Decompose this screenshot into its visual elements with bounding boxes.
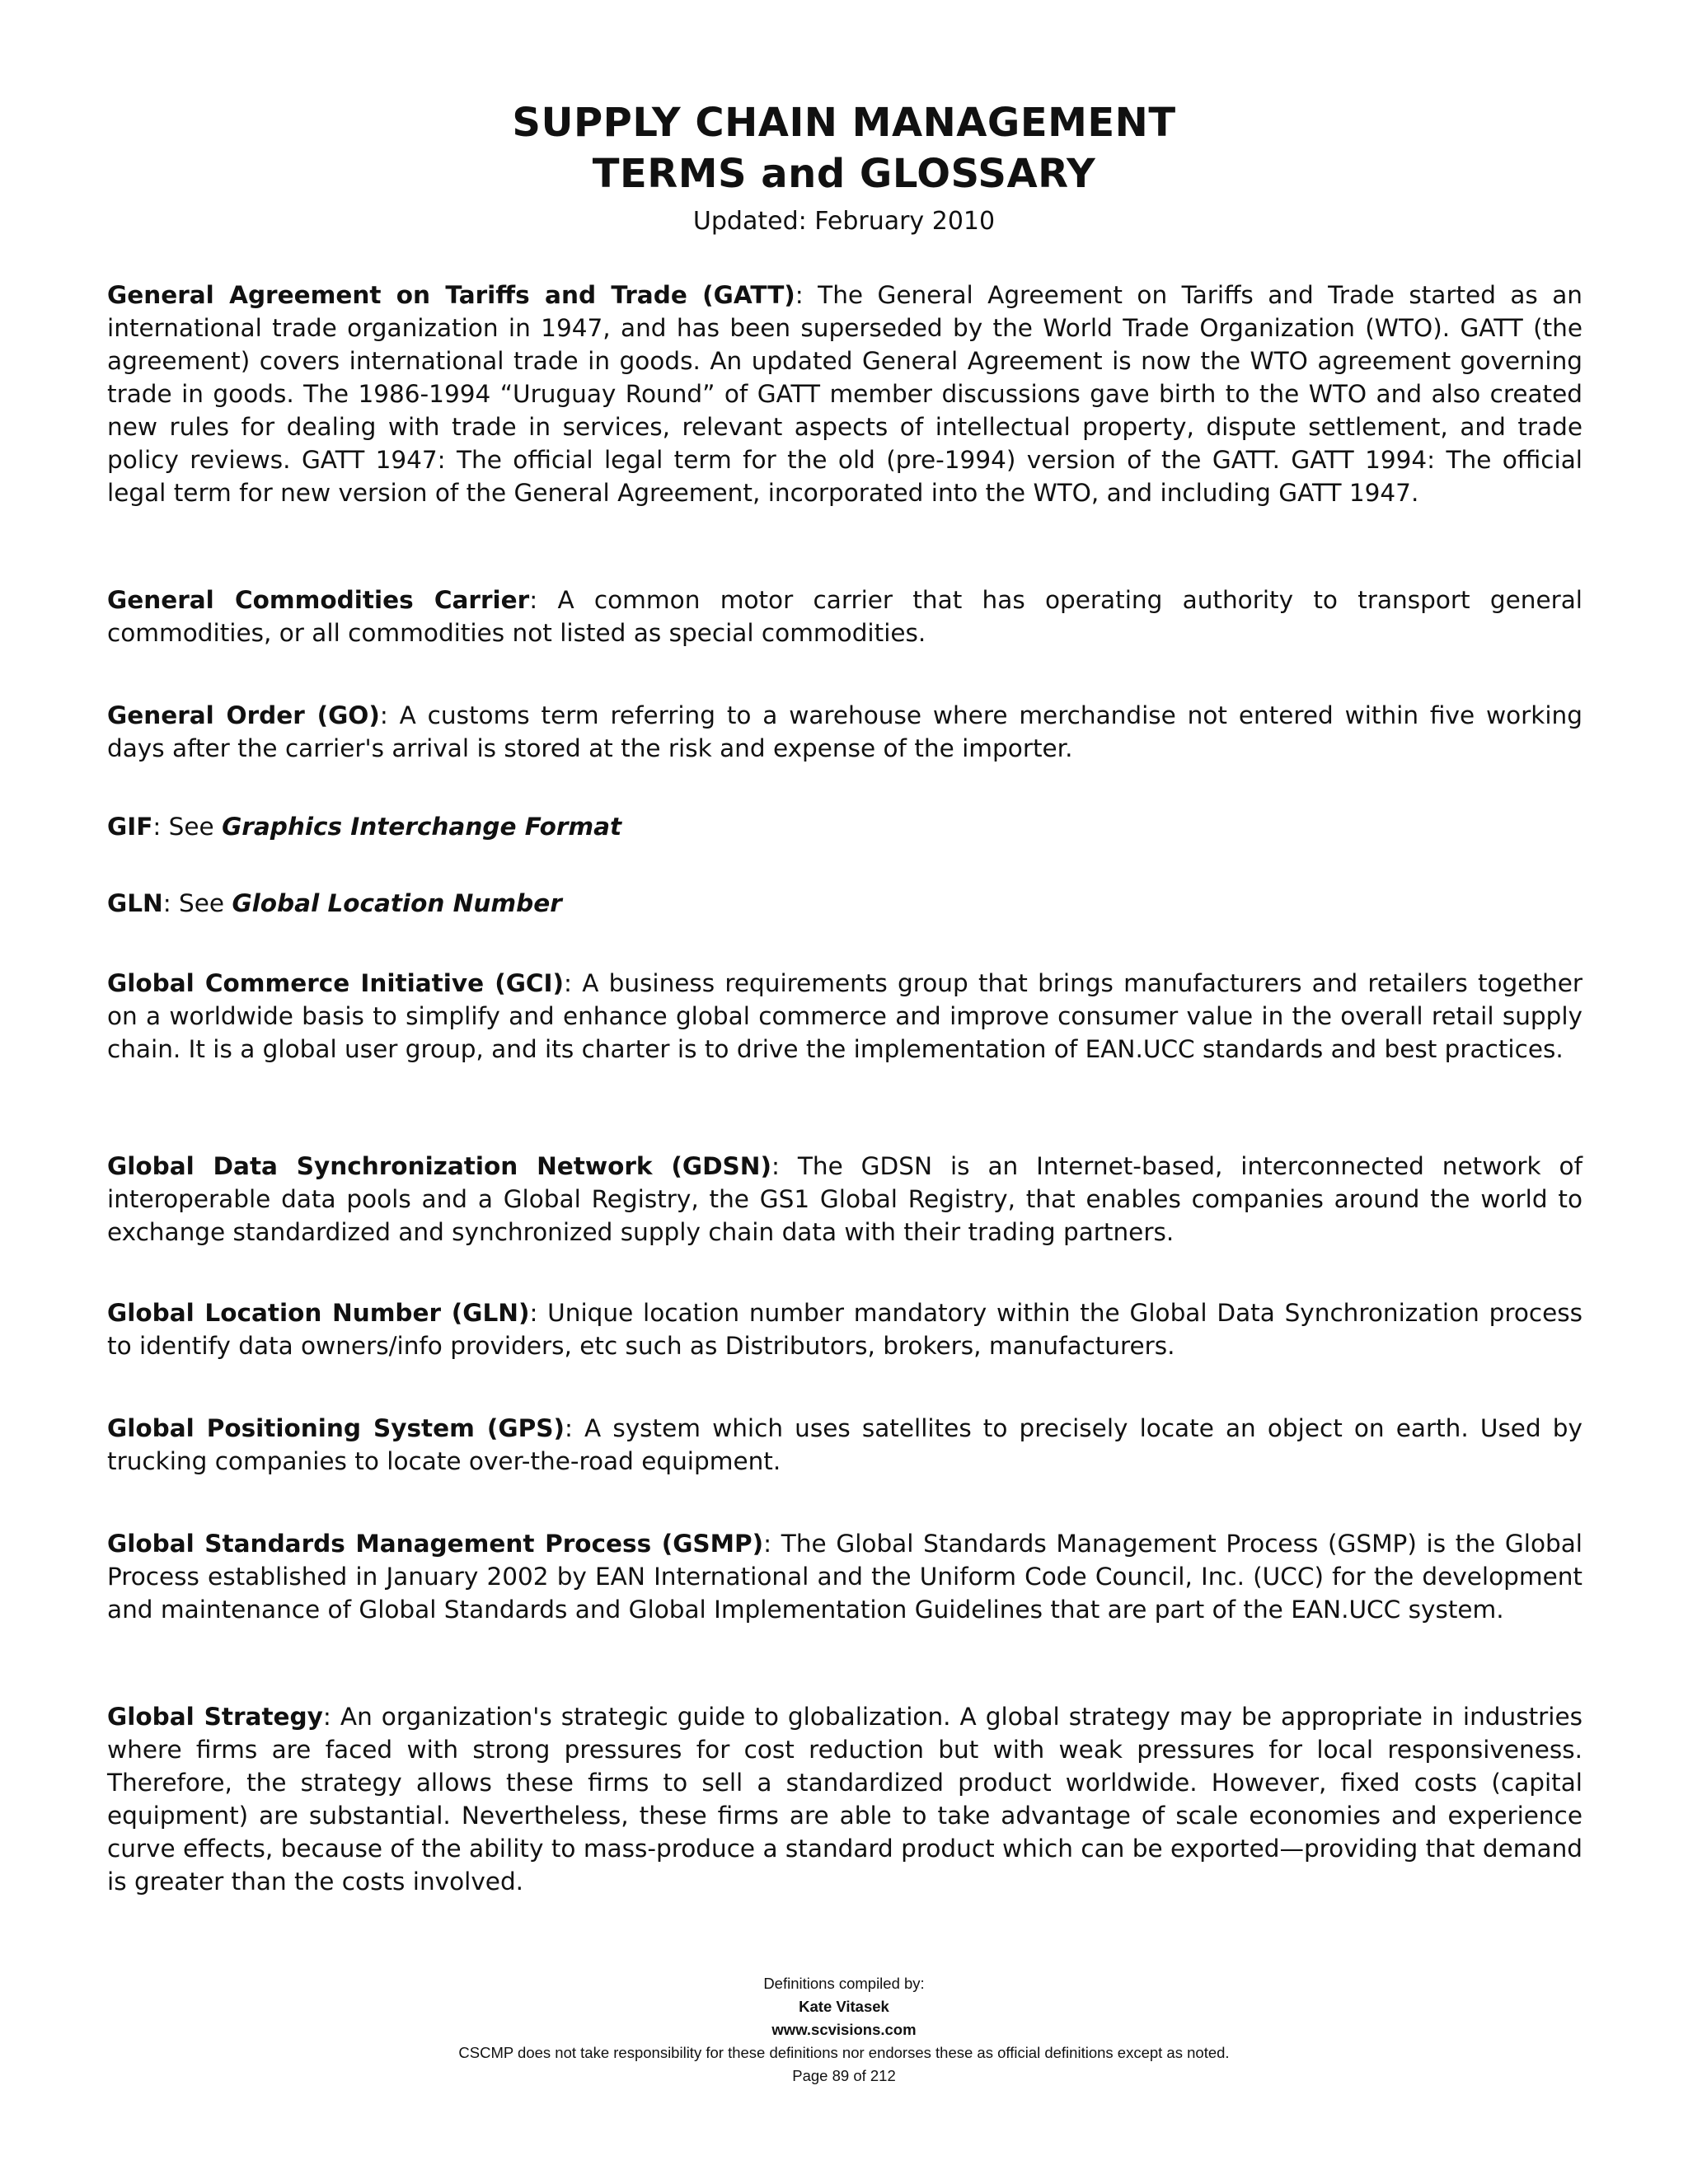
title-line-2: TERMS and GLOSSARY xyxy=(592,151,1096,197)
entry-term: Global Commerce Initiative (GCI) xyxy=(107,969,565,997)
glossary-entry-gatt: General Agreement on Tariffs and Trade (GATT): The General Agreement on Tariffs and Trade started as an international trade organization in 1947, and has been superseded by the World Trade Organization (WTO). GATT (the agreement) covers international trade in goods. An updated General Agreement is now the WTO agreement governing trade in goods. The 1986-1994 “Uruguay Round” of GATT member discussions gave birth to the WTO and also created new rules for dealing with trade in services, relevant aspects of intellectual property, dispute settlement, and trade policy reviews. GATT 1947: The official legal term for the old (pre-1994) version of the GATT. GATT 1994: The official legal term for new version of the General Agreement, incorporated into the WTO, and including GATT 1947. xyxy=(107,281,1582,507)
glossary-entry-general-commodities-carrier: General Commodities Carrier: A common motor carrier that has operating authority to transport general commodities, or all commodities not listed as special commodities. xyxy=(107,586,1583,647)
entry-term: Global Data Synchronization Network (GDSN) xyxy=(107,1152,771,1180)
glossary-entry-global-strategy: Global Strategy: An organization's strategic guide to globalization. A global strategy may be appropriate in industries where firms are faced with strong pressures for cost reduction but with weak pressures for local responsiveness. Therefore, the strategy allows these firms to sell a standardized product worldwide. However, fixed costs (capital equipment) are substantial. Nevertheless, these firms are able to take advantage of scale economies and experience curve effects, because of the ability to mass-produce a standard product which can be exported—providing that demand is greater than the costs involved. xyxy=(107,1703,1582,1896)
entry-definition: The GDSN is an Internet-based, interconnected network of interoperable data pools and a Global Registry, the GS1 Global Registry, that enables companies around the world to exchange standardized and synchronized supply chain data with their trading partners. xyxy=(107,1152,1582,1246)
updated-date: Updated: February 2010 xyxy=(692,207,996,236)
entry-definition: A business requirements group that brings manufacturers and retailers together on a worldwide basis to simplify and enhance global commerce and improve consumer value in the overall retail supply chain. It is a global user group, and its charter is to drive the implementation of EAN.UCC standards and best practices. xyxy=(107,969,1582,1063)
glossary-entry-gif: GIF: See Graphics Interchange Format xyxy=(107,813,622,841)
glossary-entry-gdsn: Global Data Synchronization Network (GDSN): The GDSN is an Internet-based, interconnected network of interoperable data pools and a Global Registry, the GS1 Global Registry, that enables companies around the world to exchange standardized and synchronized supply chain data with their trading partners. xyxy=(107,1152,1582,1246)
footer-page-number: Page 89 of 212 xyxy=(792,2067,896,2084)
footer-author: Kate Vitasek xyxy=(799,1998,889,2015)
entry-definition: A system which uses satellites to precisely locate an object on earth. Used by trucking companies to locate over-the-road equipment. xyxy=(107,1414,1582,1475)
footer-website-link[interactable]: www.scvisions.com xyxy=(771,2021,917,2038)
glossary-entry-general-order: General Order (GO): A customs term referring to a warehouse where merchandise not entered within five working days after the carrier's arrival is stored at the risk and expense of the importer. xyxy=(107,701,1582,762)
see-prefix: See xyxy=(168,813,214,841)
entry-term: General Order (GO) xyxy=(107,701,380,729)
entry-definition: A customs term referring to a warehouse where merchandise not entered within five working days after the carrier's arrival is stored at the risk and expense of the importer. xyxy=(107,701,1582,762)
glossary-entry-gsmp: Global Standards Management Process (GSMP): The Global Standards Management Process (GSMP) is the Global Process established in January 2002 by EAN International and the Uniform Code Council, Inc. (UCC) for the development and maintenance of Global Standards and Global Implementation Guidelines that are part of the EAN.UCC system. xyxy=(107,1530,1582,1624)
see-prefix: See xyxy=(179,889,225,917)
entry-term: General Agreement on Tariffs and Trade (GATT) xyxy=(107,281,795,309)
entry-definition: Unique location number mandatory within the Global Data Synchronization process to identify data owners/info providers, etc such as Distributors, brokers, manufacturers. xyxy=(107,1299,1582,1360)
glossary-entry-gci: Global Commerce Initiative (GCI): A business requirements group that brings manufacturers and retailers together on a worldwide basis to simplify and enhance global commerce and improve consumer value in the overall retail supply chain. It is a global user group, and its charter is to drive the implementation of EAN.UCC standards and best practices. xyxy=(107,969,1582,1063)
see-reference-link: Graphics Interchange Format xyxy=(222,813,622,841)
entry-term: GIF xyxy=(107,813,153,841)
title-line-1: SUPPLY CHAIN MANAGEMENT xyxy=(512,100,1176,146)
entry-term: General Commodities Carrier xyxy=(107,586,530,614)
glossary-entry-gln: GLN: See Global Location Number xyxy=(107,889,562,917)
entry-term: Global Positioning System (GPS) xyxy=(107,1414,565,1442)
entry-term: Global Strategy xyxy=(107,1703,323,1731)
footer-compiled-by: Definitions compiled by: xyxy=(763,1975,925,1992)
header xyxy=(0,97,1688,239)
glossary-entry-gps: Global Positioning System (GPS): A system which uses satellites to precisely locate an object on earth. Used by trucking companies to locate over-the-road equipment. xyxy=(107,1414,1582,1475)
glossary-entry-gln-definition: Global Location Number (GLN): Unique location number mandatory within the Global Data Synchronization process to identify data owners/info providers, etc such as Distributors, brokers, manufacturers. xyxy=(107,1299,1582,1360)
entry-definition: A common motor carrier that has operating authority to transport general commodities, or all commodities not listed as special commodities. xyxy=(107,586,1583,647)
entry-definition: The General Agreement on Tariffs and Trade started as an international trade organization in 1947, and has been superseded by the World Trade Organization (WTO). GATT (the agreement) covers international trade in goods. An updated General Agreement is now the WTO agreement governing trade in goods. The 1986-1994 “Uruguay Round” of GATT member discussions gave birth to the WTO and also created new rules for dealing with trade in services, relevant aspects of intellectual property, dispute settlement, and trade policy reviews. GATT 1947: The official legal term for the old (pre-1994) version of the GATT. GATT 1994: The official legal term for new version of the General Agreement, incorporated into the WTO, and including GATT 1947. xyxy=(107,281,1582,507)
entry-definition: The Global Standards Management Process (GSMP) is the Global Process established in January 2002 by EAN International and the Uniform Code Council, Inc. (UCC) for the development and maintenance of Global Standards and Global Implementation Guidelines that are part of the EAN.UCC system. xyxy=(107,1530,1582,1624)
entry-term: Global Standards Management Process (GSMP) xyxy=(107,1530,764,1558)
footer-disclaimer: CSCMP does not take responsibility for these definitions nor endorses these as official definitions except as noted. xyxy=(458,2044,1230,2061)
entry-definition: An organization's strategic guide to globalization. A global strategy may be appropriate in industries where firms are faced with strong pressures for cost reduction but with weak pressures for local responsiveness. Therefore, the strategy allows these firms to sell a standardized product worldwide. However, fixed costs (capital equipment) are substantial. Nevertheless, these firms are able to take advantage of scale economies and experience curve effects, because of the ability to mass-produce a standard product which can be exported—providing that demand is greater than the costs involved. xyxy=(107,1703,1582,1896)
page-footer xyxy=(0,1972,1688,2088)
entry-term: Global Location Number (GLN) xyxy=(107,1299,530,1327)
entry-term: GLN xyxy=(107,889,163,917)
see-reference-link: Global Location Number xyxy=(232,889,562,917)
